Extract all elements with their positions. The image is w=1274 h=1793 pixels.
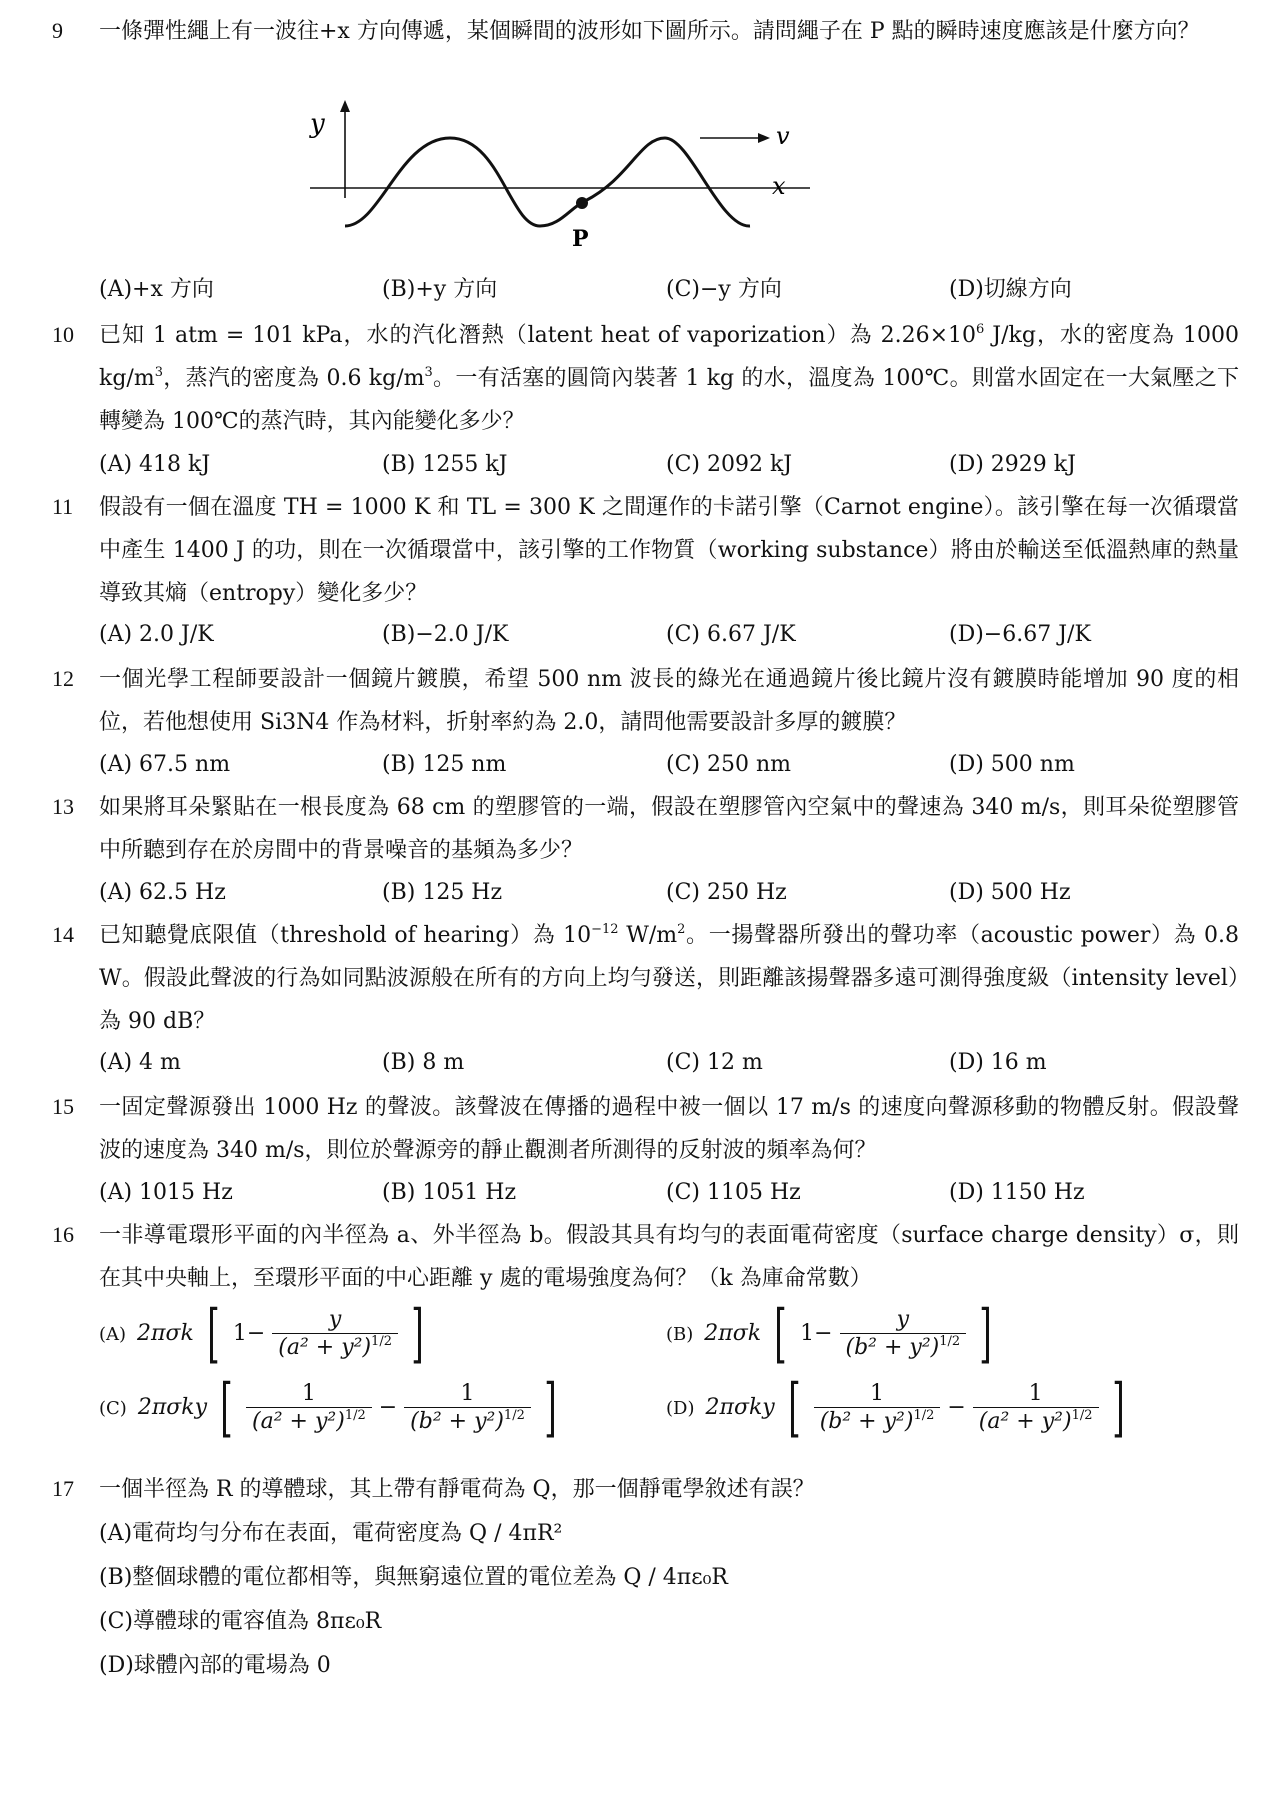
option-b[interactable]: (B) 125 nm xyxy=(382,752,507,777)
right-bracket: ] xyxy=(979,1297,992,1371)
option-label: (A) xyxy=(99,1324,127,1345)
options-row xyxy=(99,752,1239,788)
den-base: (b² + y²) xyxy=(819,1408,914,1434)
option-b[interactable]: (B)−2.0 J/K xyxy=(382,622,509,647)
question-text xyxy=(99,914,1239,1043)
velocity-arrowhead xyxy=(758,133,770,143)
superscript: 2 xyxy=(677,922,686,937)
text-seg: J/kg，水的密度為 1000 kg/m xyxy=(99,323,1239,391)
option-a[interactable]: (A) 4 m xyxy=(99,1050,181,1075)
minus: − xyxy=(246,1321,266,1346)
option-c[interactable]: (C)−y 方向 xyxy=(666,277,782,302)
option-d[interactable] xyxy=(666,1371,1130,1445)
wave-curve xyxy=(345,138,750,226)
left-bracket: [ xyxy=(220,1371,233,1445)
option-d[interactable]: (D) 1150 Hz xyxy=(949,1180,1085,1205)
text-seg: 已知 1 atm = 101 kPa，水的汽化潛熱（latent heat of vaporization）為 2.26×10 xyxy=(99,323,977,348)
question-number: 16 xyxy=(52,1222,74,1247)
option-d[interactable]: (D)切線方向 xyxy=(949,277,1072,302)
option-c[interactable]: (C) 2092 kJ xyxy=(666,452,793,477)
question-text: 一個光學工程師要設計一個鏡片鍍膜，希望 500 nm 波長的綠光在通過鏡片後比鏡片沒有鍍膜時能增加 90 度的相位，若他想使用 Si3N4 作為材料，折射率約為 2.0，請問他需要設計多厚的鍍膜？ xyxy=(99,667,1239,735)
y-axis-arrow xyxy=(340,100,350,112)
one: 1 xyxy=(232,1321,247,1346)
denominator xyxy=(404,1408,531,1436)
numerator: y xyxy=(840,1307,967,1334)
coefficient: 2πσky xyxy=(137,1395,208,1420)
denominator xyxy=(814,1408,941,1436)
question-number: 15 xyxy=(52,1094,74,1119)
option-a[interactable]: (A) 418 kJ xyxy=(99,452,211,477)
option-a[interactable]: (A) 2.0 J/K xyxy=(99,622,214,647)
option-d[interactable]: (D)球體內部的電場為 0 xyxy=(99,1653,331,1678)
option-label: (B) xyxy=(666,1324,694,1345)
question-text: 一固定聲源發出 1000 Hz 的聲波。該聲波在傳播的過程中被一個以 17 m/s 的速度向聲源移動的物體反射。假設聲波的速度為 340 m/s，則位於聲源旁的靜止觀測者所測得的反射波的頻率為何？ xyxy=(99,1095,1239,1163)
question-number: 12 xyxy=(52,666,74,691)
numerator: 1 xyxy=(246,1381,372,1408)
question-text: 如果將耳朵緊貼在一根長度為 68 cm 的塑膠管的一端，假設在塑膠管內空氣中的聲速為 340 m/s，則耳朵從塑膠管中所聽到存在於房間中的背景噪音的基頻為多少？ xyxy=(99,795,1239,863)
y-label: y xyxy=(310,109,325,139)
exponent: 1/2 xyxy=(503,1407,525,1423)
option-b[interactable] xyxy=(666,1297,998,1371)
fraction xyxy=(272,1307,398,1362)
question-text: 一條彈性繩上有一波往+x 方向傳遞，某個瞬間的波形如下圖所示。請問繩子在 P 點的瞬時速度應該是什麼方向？ xyxy=(99,19,1200,44)
question-number: 13 xyxy=(52,794,74,819)
text-seg: 。一有活塞的圓筒內裝著 1 kg 的水，溫度為 100℃。則當水固定在一大氣壓之下轉變為 100℃的蒸汽時，其內能變化多少？ xyxy=(99,366,1239,434)
option-d[interactable]: (D) 500 Hz xyxy=(949,880,1071,905)
exponent: 1/2 xyxy=(371,1333,392,1349)
den-base: (b² + y²) xyxy=(410,1408,504,1434)
fraction xyxy=(840,1307,967,1362)
fraction xyxy=(973,1381,1099,1436)
question-text xyxy=(99,314,1239,443)
option-c[interactable]: (C) 250 Hz xyxy=(666,880,787,905)
question-number: 11 xyxy=(52,494,74,519)
option-c[interactable]: (C) 12 m xyxy=(666,1050,763,1075)
numerator: 1 xyxy=(973,1381,1099,1408)
v-label: v xyxy=(776,122,790,150)
option-c[interactable]: (C) 1105 Hz xyxy=(666,1180,801,1205)
question-number: 9 xyxy=(52,18,63,43)
question-number: 14 xyxy=(52,922,74,947)
option-c[interactable]: (C)導體球的電容值為 8πε₀R xyxy=(99,1609,382,1634)
fraction xyxy=(246,1381,372,1436)
denominator xyxy=(272,1334,398,1362)
option-a[interactable]: (A)電荷均勻分布在表面，電荷密度為 Q / 4πR² xyxy=(99,1521,563,1546)
superscript: 6 xyxy=(976,322,985,337)
minus: − xyxy=(947,1395,966,1420)
option-d[interactable]: (D) 2929 kJ xyxy=(949,452,1076,477)
option-a[interactable]: (A) 67.5 nm xyxy=(99,752,231,777)
numerator: 1 xyxy=(404,1381,531,1408)
coefficient: 2πσk xyxy=(704,1321,762,1346)
denominator xyxy=(246,1408,372,1436)
x-label: x xyxy=(772,172,786,200)
den-base: (a² + y²) xyxy=(978,1408,1072,1434)
superscript: 3 xyxy=(154,365,163,380)
minus: − xyxy=(378,1395,398,1420)
den-base: (a² + y²) xyxy=(252,1408,345,1434)
option-c[interactable]: (C) 6.67 J/K xyxy=(666,622,796,647)
superscript: −12 xyxy=(591,922,619,937)
denominator xyxy=(840,1334,967,1362)
option-d[interactable]: (D) 500 nm xyxy=(949,752,1075,777)
p-label: P xyxy=(572,226,589,252)
option-b[interactable]: (B) 8 m xyxy=(382,1050,465,1075)
den-base: (b² + y²) xyxy=(845,1334,940,1360)
options-row xyxy=(99,1050,1239,1086)
option-b[interactable]: (B)整個球體的電位都相等，與無窮遠位置的電位差為 Q / 4πε₀R xyxy=(99,1565,728,1590)
option-a[interactable]: (A) 62.5 Hz xyxy=(99,880,226,905)
option-a[interactable] xyxy=(99,1297,430,1371)
exponent: 1/2 xyxy=(913,1407,935,1423)
question-text: 假設有一個在溫度 TH = 1000 K 和 TL = 300 K 之間運作的卡諾引擎（Carnot engine）。該引擎在每一次循環當中產生 1400 J 的功，則在一次循環當中，該引擎的工作物質（working substance）將由於輸送至低溫熱庫的熱量導致其熵（entropy）變化多少？ xyxy=(99,495,1239,606)
options-row xyxy=(99,622,1239,658)
option-c[interactable]: (C) 250 nm xyxy=(666,752,792,777)
minus: − xyxy=(814,1321,833,1346)
fraction xyxy=(814,1381,941,1436)
option-b[interactable]: (B) 1255 kJ xyxy=(382,452,508,477)
superscript: 3 xyxy=(424,365,433,380)
coefficient: 2πσk xyxy=(137,1321,194,1346)
point-p xyxy=(576,197,588,209)
option-label: (C) xyxy=(99,1398,127,1419)
options-row xyxy=(99,880,1239,916)
exponent: 1/2 xyxy=(939,1333,961,1349)
text-seg: 。一揚聲器所發出的聲功率（acoustic power）為 0.8 W。假設此聲波的行為如同點波源般在所有的方向上均勻發送，則距離該揚聲器多遠可測得強度級（intensity level）為 90 dB？ xyxy=(99,923,1239,1034)
right-bracket: ] xyxy=(1111,1371,1125,1445)
left-bracket: [ xyxy=(207,1297,220,1371)
options-row xyxy=(99,1180,1239,1216)
exponent: 1/2 xyxy=(344,1407,366,1423)
text-seg: W/m xyxy=(618,923,678,948)
option-c[interactable] xyxy=(99,1371,563,1445)
question-number: 10 xyxy=(52,322,74,347)
coefficient: 2πσky xyxy=(705,1395,775,1420)
options-row xyxy=(99,452,1239,488)
option-label: (D) xyxy=(666,1398,695,1419)
option-d[interactable]: (D) 16 m xyxy=(949,1050,1047,1075)
option-d[interactable]: (D)−6.67 J/K xyxy=(949,622,1091,647)
exponent: 1/2 xyxy=(1071,1407,1093,1423)
right-bracket: ] xyxy=(544,1371,557,1445)
question-text: 一個半徑為 R 的導體球，其上帶有靜電荷為 Q，那一個靜電學敘述有誤？ xyxy=(99,1477,815,1502)
numerator: 1 xyxy=(814,1381,941,1408)
denominator xyxy=(973,1408,1099,1436)
option-b[interactable]: (B) 1051 Hz xyxy=(382,1180,517,1205)
question-number: 17 xyxy=(52,1476,74,1501)
left-bracket: [ xyxy=(787,1371,801,1445)
option-b[interactable]: (B) 125 Hz xyxy=(382,880,503,905)
right-bracket: ] xyxy=(411,1297,424,1371)
options-row xyxy=(99,272,1239,308)
option-b[interactable]: (B)+y 方向 xyxy=(382,277,498,302)
wave-diagram xyxy=(310,98,900,258)
text-seg: ，蒸汽的密度為 0.6 kg/m xyxy=(162,366,425,391)
option-a[interactable]: (A) 1015 Hz xyxy=(99,1180,233,1205)
den-base: (a² + y²) xyxy=(278,1334,372,1360)
numerator: y xyxy=(272,1307,398,1334)
fraction xyxy=(404,1381,531,1436)
text-seg: 已知聽覺底限值（threshold of hearing）為 10 xyxy=(99,923,592,948)
option-a[interactable]: (A)+x 方向 xyxy=(99,277,214,302)
left-bracket: [ xyxy=(774,1297,787,1371)
one: 1 xyxy=(800,1321,815,1346)
question-text: 一非導電環形平面的內半徑為 a、外半徑為 b。假設其具有均勻的表面電荷密度（surface charge density）σ，則在其中央軸上，至環形平面的中心距離 y 處的電場強度為何？（k 為庫侖常數） xyxy=(99,1223,1239,1291)
